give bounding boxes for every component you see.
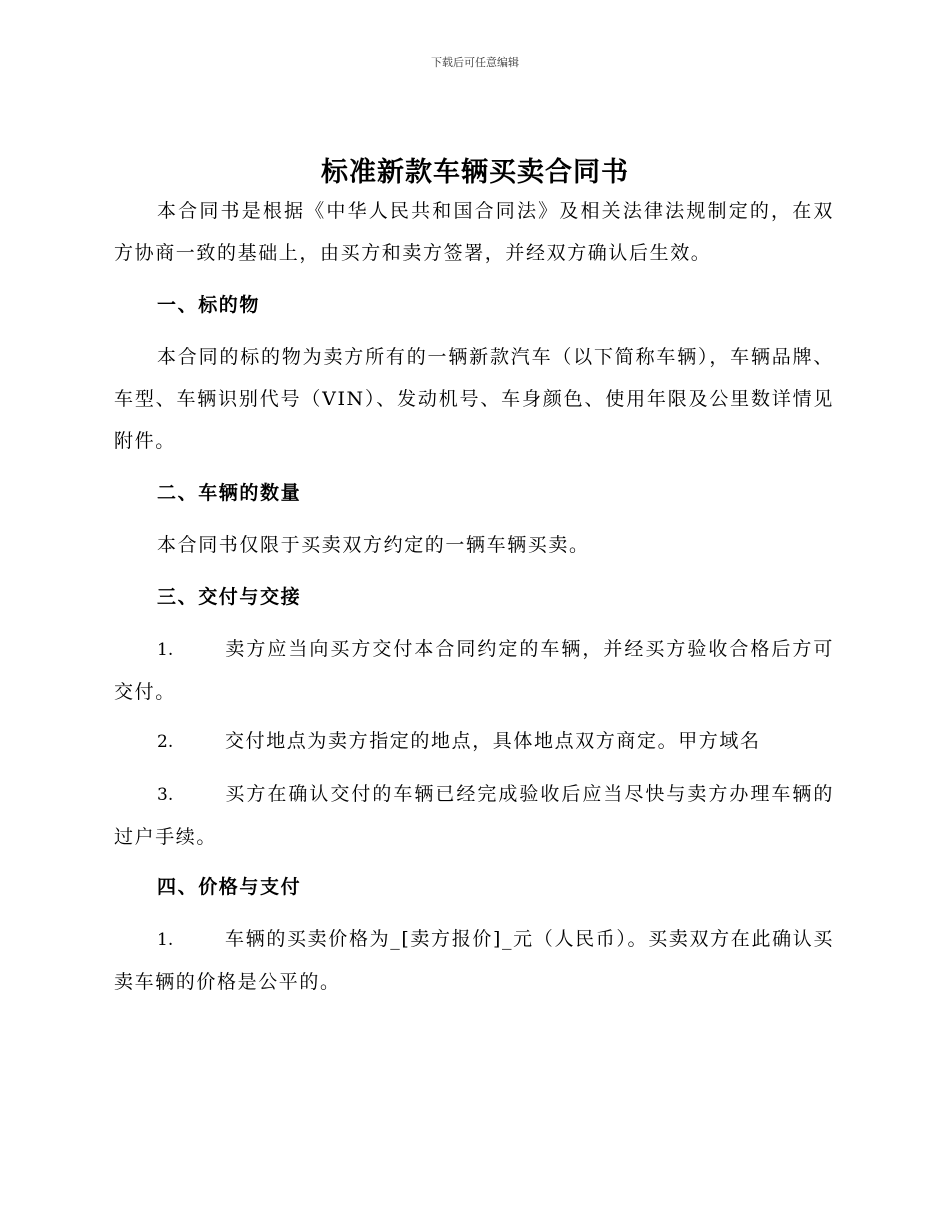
intro-paragraph: 本合同书是根据《中华人民共和国合同法》及相关法律法规制定的，在双方协商一致的基础上，由买方和卖方签署，并经双方确认后生效。 bbox=[114, 200, 834, 264]
section-heading-price: 四、价格与支付 bbox=[157, 876, 302, 898]
item-text: 卖方应当向买方交付本合同约定的车辆，并经买方验收合格后方可交付。 bbox=[114, 638, 834, 703]
delivery-item bbox=[114, 628, 834, 713]
quantity-paragraph: 本合同书仅限于买卖双方约定的一辆车辆买卖。 bbox=[157, 534, 590, 556]
item-number: 1. bbox=[157, 640, 174, 660]
header-note: 下载后可任意编辑 bbox=[431, 56, 519, 69]
section-heading-delivery: 三、交付与交接 bbox=[157, 586, 302, 608]
section-heading-quantity: 二、车辆的数量 bbox=[157, 482, 302, 504]
price-item bbox=[114, 918, 834, 1003]
document-title: 标准新款车辆买卖合同书 bbox=[321, 157, 629, 188]
item-text: 交付地点为卖方指定的地点，具体地点双方商定。甲方域名 bbox=[225, 730, 761, 752]
delivery-item bbox=[114, 773, 834, 858]
subject-paragraph: 本合同的标的物为卖方所有的一辆新款汽车（以下简称车辆），车辆品牌、车型、车辆识别代号（VIN）、发动机号、车身颜色、使用年限及公里数详情见附件。 bbox=[114, 346, 834, 452]
item-number: 2. bbox=[157, 732, 174, 752]
item-number: 1. bbox=[157, 930, 174, 950]
delivery-item bbox=[114, 720, 834, 763]
item-number: 3. bbox=[157, 785, 174, 805]
item-text: 车辆的买卖价格为_[卖方报价]_元（人民币）。买卖双方在此确认买卖车辆的价格是公平的。 bbox=[114, 928, 834, 993]
item-text: 买方在确认交付的车辆已经完成验收后应当尽快与卖方办理车辆的过户手续。 bbox=[114, 783, 834, 848]
section-heading-subject: 一、标的物 bbox=[157, 294, 261, 316]
